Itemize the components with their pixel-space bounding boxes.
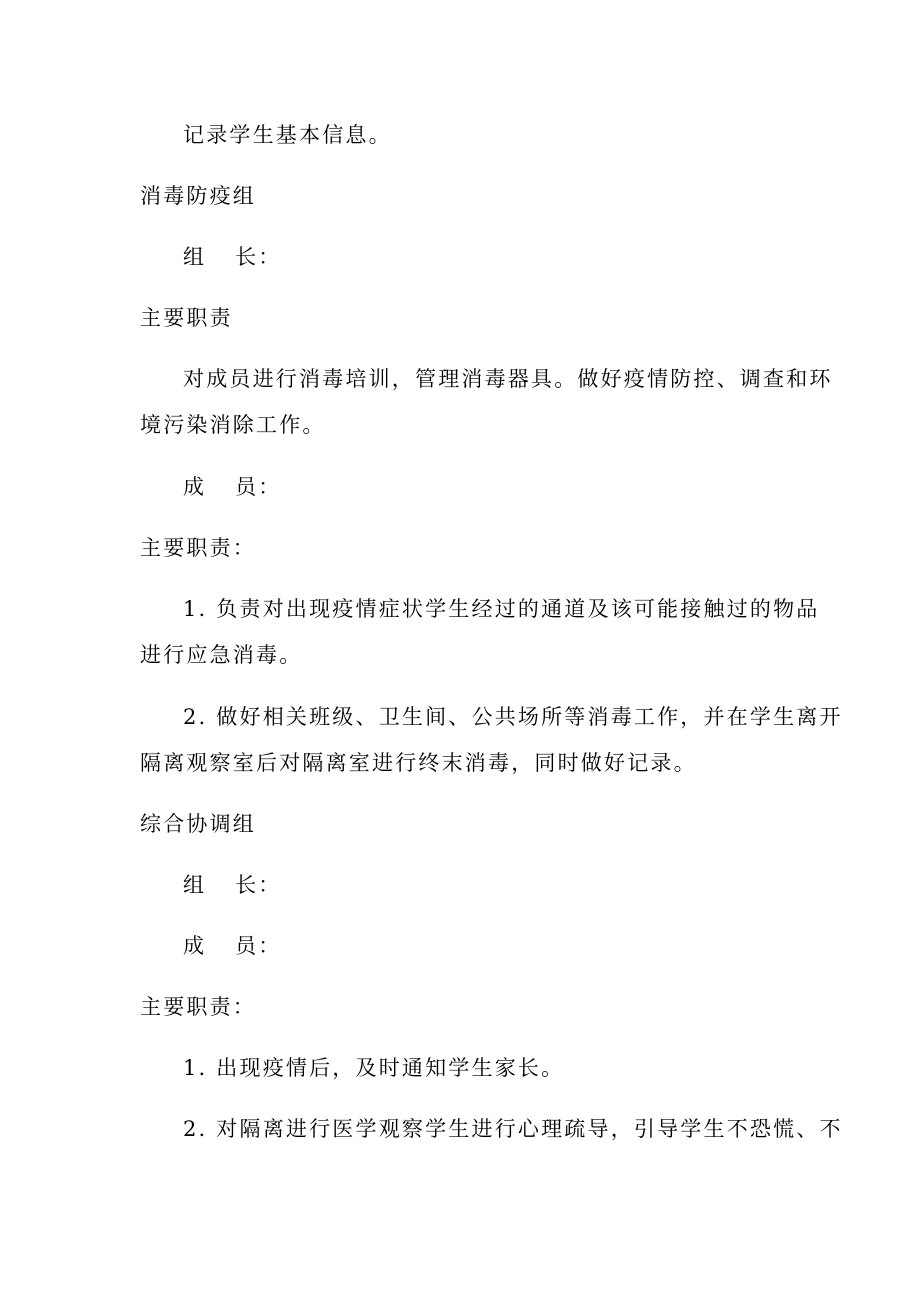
- list-item-line: 2. 对隔离进行医学观察学生进行心理疏导，引导学生不恐慌、不: [183, 1117, 843, 1141]
- section-heading-disinfection: 消毒防疫组: [140, 184, 256, 208]
- paragraph-line: 境污染消除工作。: [140, 413, 326, 437]
- duties-heading: 主要职责：: [140, 995, 256, 1019]
- list-item-line: 1. 负责对出现疫情症状学生经过的通道及该可能接触过的物品: [183, 597, 820, 621]
- list-item-line: 2. 做好相关班级、卫生间、公共场所等消毒工作，并在学生离开: [183, 705, 843, 729]
- team-leader-label: 组 长：: [183, 245, 282, 269]
- list-item-line: 1. 出现疫情后，及时通知学生家长。: [183, 1056, 565, 1080]
- duties-heading: 主要职责：: [140, 536, 256, 560]
- paragraph-line: 记录学生基本信息。: [183, 123, 392, 147]
- list-item-line: 进行应急消毒。: [140, 643, 303, 667]
- members-label: 成 员：: [183, 934, 282, 958]
- members-label: 成 员：: [183, 475, 282, 499]
- team-leader-label: 组 长：: [183, 873, 282, 897]
- list-item-line: 隔离观察室后对隔离室进行终末消毒，同时做好记录。: [140, 751, 697, 775]
- paragraph-line: 对成员进行消毒培训，管理消毒器具。做好疫情防控、调查和环: [183, 367, 833, 391]
- section-heading-coordination: 综合协调组: [140, 812, 256, 836]
- duties-heading: 主要职责: [140, 306, 233, 330]
